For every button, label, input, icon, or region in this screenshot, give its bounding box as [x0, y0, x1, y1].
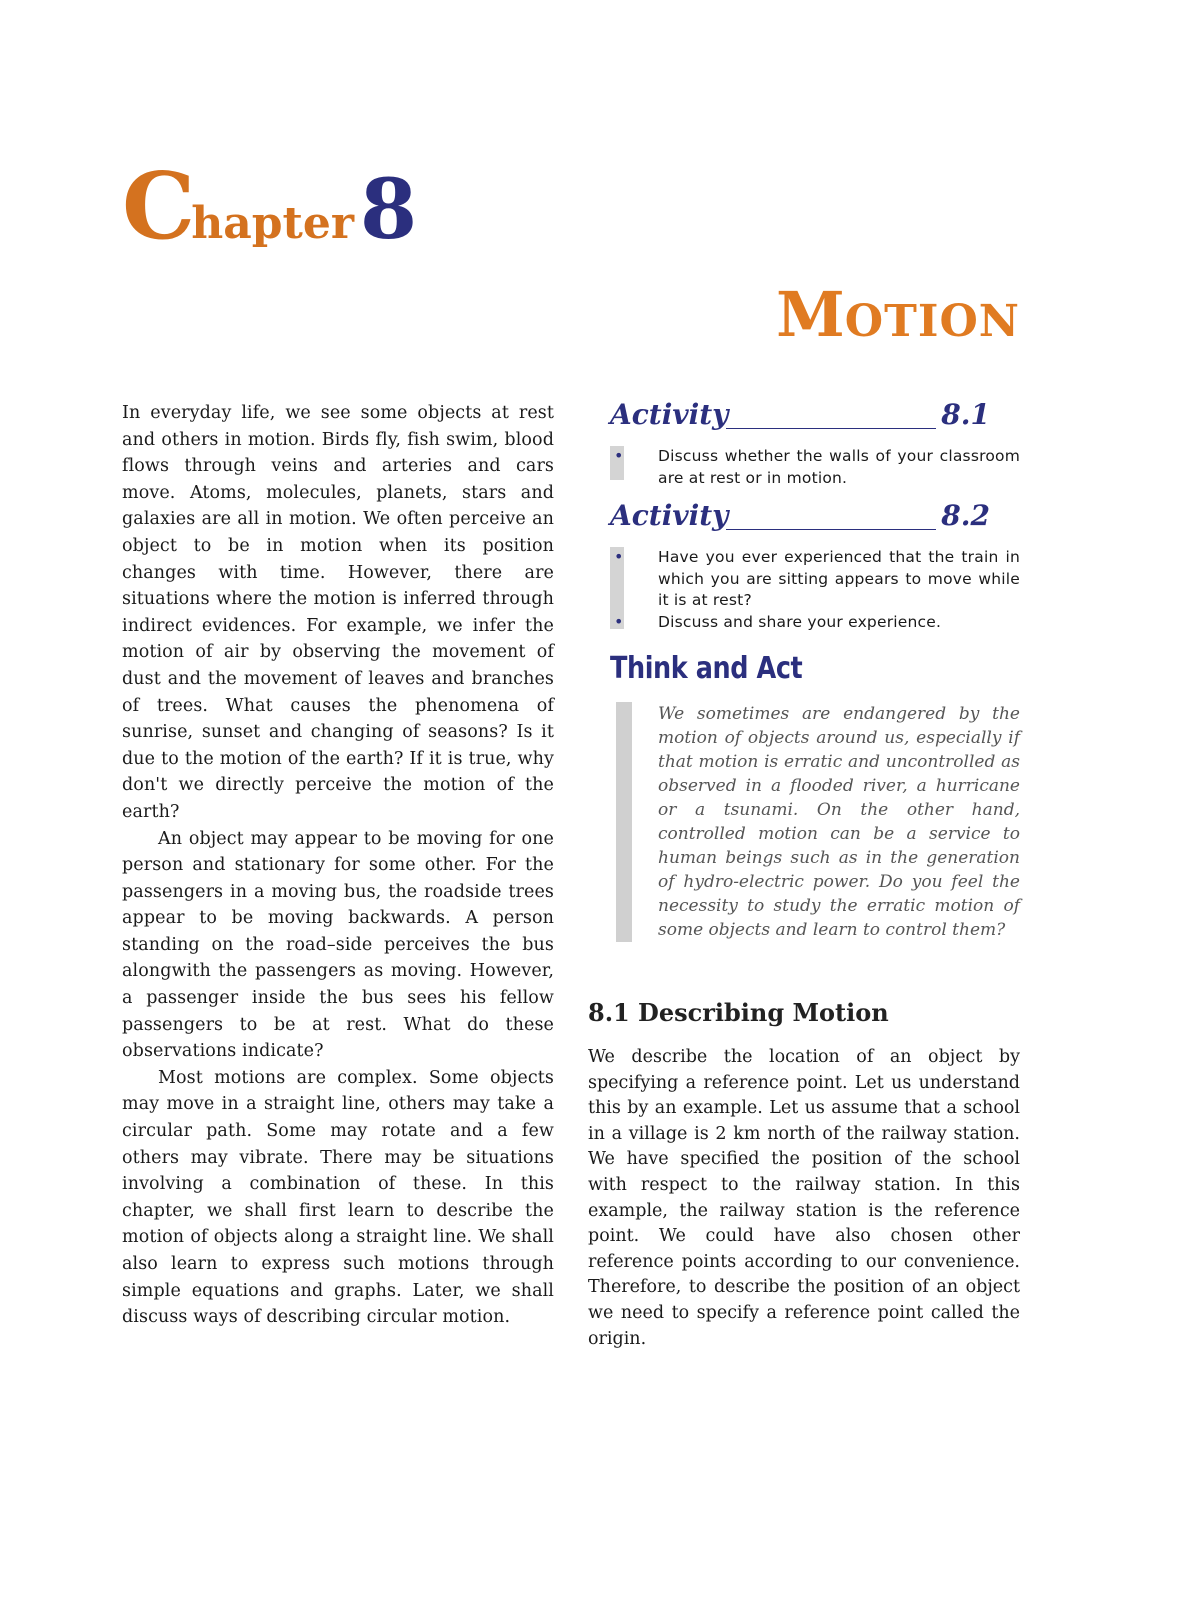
activity-8-1-list [610, 446, 1020, 489]
intro-paragraph-1: In everyday life, we see some objects at rest and others in motion. Birds fly, fish swim, blood flows through veins and arteries and cars move. Atoms, molecules, planets, stars and galaxies are all in motion. We often perceive an object to be in motion when its position changes with time. However, there are situations where the motion is inferred through indirect evidences. For example, we infer the motion of air by observing the movement of dust and the movement of leaves and branches of trees. What causes the phenomena of sunrise, sunset and changing of seasons? Is it due to the motion of the earth? If it is true, why don't we directly perceive the motion of the earth? [122, 403, 554, 822]
bullet-icon: • [614, 547, 624, 566]
think-and-act-title: Think and Act [610, 651, 803, 686]
bullet-icon: • [614, 446, 624, 465]
left-column [122, 400, 554, 1331]
activity-8-1-heading [610, 398, 1020, 438]
activity-number: 8.2 [941, 499, 990, 532]
chapter-heading [122, 152, 418, 260]
section-number: 8.1 [588, 998, 630, 1027]
intro-paragraph-2: An object may appear to be moving for one person and stationary for some other. For the passengers in a moving bus, the roadside trees appear to be moving backwards. A person standing on the road–side perceives the bus alongwith the passengers as moving. However, a passenger inside the bus sees his fellow passengers to be at rest. What do these observations indicate? [122, 828, 554, 1062]
activity-label: Activity [610, 398, 729, 431]
list-item: • Discuss and share your experience. [614, 611, 942, 631]
section-title: Describing Motion [638, 998, 889, 1027]
chapter-word: hapter [191, 198, 354, 249]
activity-label: Activity [610, 499, 729, 532]
think-and-act-box [610, 702, 1020, 942]
list-item: • Discuss whether the walls of your classroom are at rest or in motion. [614, 446, 1020, 487]
intro-paragraph-3: Most motions are complex. Some objects may move in a straight line, others may take a circular path. Some may rotate and a few others may vibrate. There may be situations involving a combination of these. In this chapter, we shall first learn to describe the motion of objects along a straight line. We shall also learn to express such motions through simple equations and graphs. Later, we shall discuss ways of describing circular motion. [122, 1067, 554, 1328]
right-column [610, 398, 1020, 942]
bullet-icon: • [614, 611, 624, 631]
section-body [588, 1045, 1020, 1352]
activity-number: 8.1 [941, 398, 990, 431]
section-paragraph: We describe the location of an object by specifying a reference point. Let us understand this by an example. Let us assume that a school in a village is 2 km north of the railway station. We have specified the position of the school with respect to the railway station. In this example, the railway station is the reference point. We could have also chosen other reference points according to our convenience. Therefore, to describe the position of an object we need to specify a reference point called the origin. [588, 1047, 1020, 1349]
activity-rule [726, 529, 936, 530]
chapter-title-initial: M [776, 278, 845, 351]
chapter-title [776, 278, 1020, 351]
activity-8-2-list [610, 547, 1020, 633]
activity-rule [726, 428, 936, 429]
chapter-number: 8 [360, 162, 418, 258]
think-side-bar [616, 702, 632, 942]
chapter-initial: C [122, 152, 196, 260]
activity-8-2-heading [610, 499, 1020, 539]
section-heading [588, 998, 889, 1027]
think-and-act-text: We sometimes are endangered by the motion of objects around us, especially if that motion is erratic and uncontrolled as observed in a flooded river, a hurricane or a tsunami. On the other hand, controlled motion can be a service to human beings such as in the generation of hydro-electric power. Do you feel the necessity to study the erratic motion of some objects and learn to control them? [658, 704, 1020, 940]
list-item: • Have you ever experienced that the train in which you are sitting appears to move while it is at rest? [614, 547, 1020, 609]
chapter-title-rest: OTION [844, 296, 1020, 347]
